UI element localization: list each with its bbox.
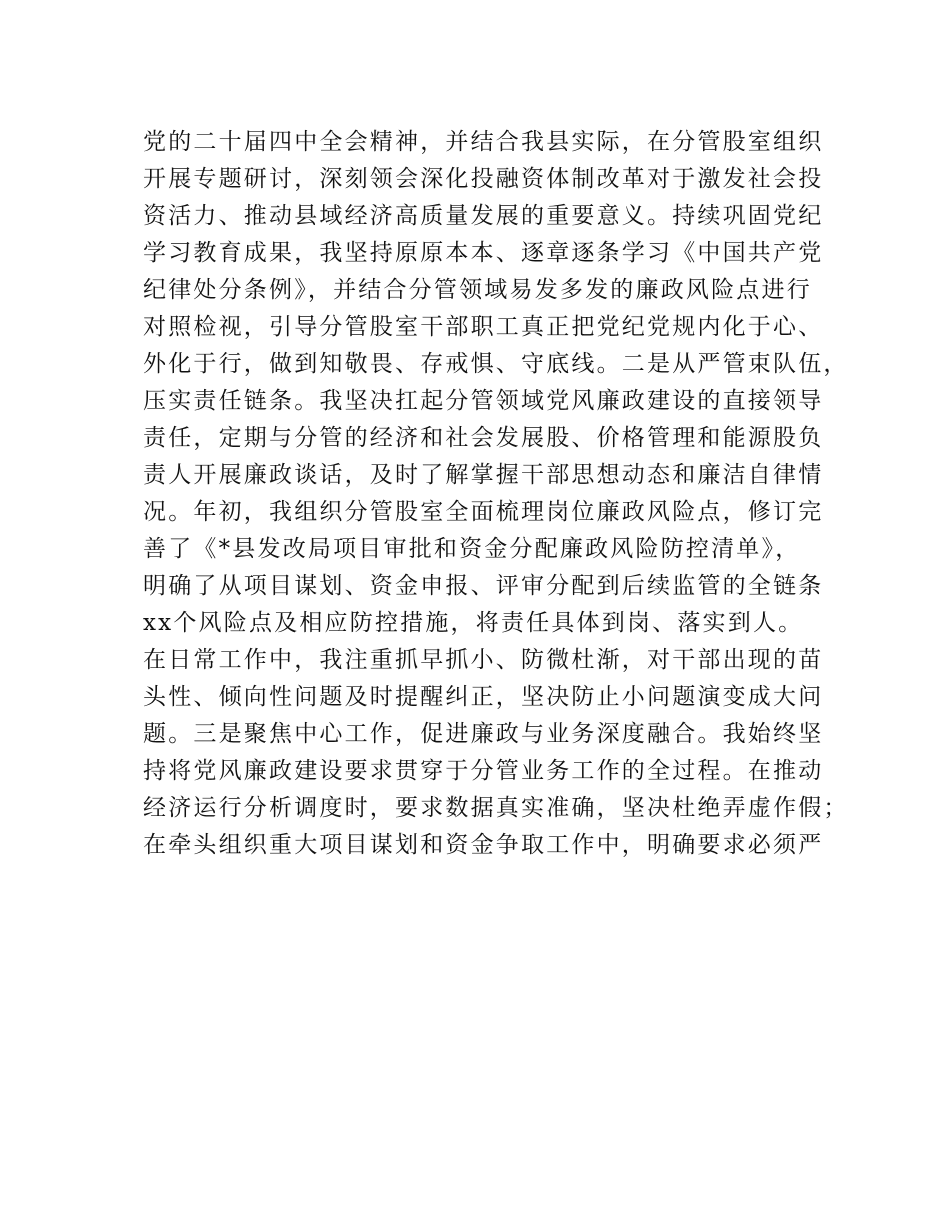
text-line: xx个风险点及相应防控措施，将责任具体到岗、落实到人。 <box>143 610 804 636</box>
text-line: 纪律处分条例》，并结合分管领域易发多发的廉政风险点进行 <box>143 277 812 303</box>
text-line: 责任，定期与分管的经济和社会发展股、价格管理和能源股负 <box>143 425 824 451</box>
text-line: 对照检视，引导分管股室干部职工真正把党纪党规内化于心、 <box>143 314 824 340</box>
text-line: 外化于行，做到知敬畏、存戒惧、守底线。二是从严管束队伍， <box>143 351 849 377</box>
text-line: 开展专题研讨，深刻领会深化投融资体制改革对于激发社会投 <box>143 166 824 192</box>
text-line: 题。三是聚焦中心工作，促进廉政与业务深度融合。我始终坚 <box>143 721 824 747</box>
text-line: 况。年初，我组织分管股室全面梳理岗位廉政风险点，修订完 <box>143 499 824 525</box>
text-line: 头性、倾向性问题及时提醒纠正，坚决防止小问题演变成大问 <box>143 684 824 710</box>
body-text <box>143 124 849 864</box>
text-line: 经济运行分析调度时，要求数据真实准确，坚决杜绝弄虚作假； <box>143 795 849 821</box>
text-line: 明确了从项目谋划、资金申报、评审分配到后续监管的全链条 <box>143 573 824 599</box>
text-line: 在日常工作中，我注重抓早抓小、防微杜渐，对干部出现的苗 <box>143 647 824 673</box>
text-line: 党的二十届四中全会精神，并结合我县实际，在分管股室组织 <box>143 129 824 155</box>
text-line: 压实责任链条。我坚决扛起分管领域党风廉政建设的直接领导 <box>143 388 824 414</box>
text-line: 责人开展廉政谈话，及时了解掌握干部思想动态和廉洁自律情 <box>143 462 824 488</box>
text-line: 善了《*县发改局项目审批和资金分配廉政风险防控清单》， <box>143 536 801 562</box>
text-line: 持将党风廉政建设要求贯穿于分管业务工作的全过程。在推动 <box>143 758 824 784</box>
text-line: 学习教育成果，我坚持原原本本、逐章逐条学习《中国共产党 <box>143 240 824 266</box>
text-line: 在牵头组织重大项目谋划和资金争取工作中，明确要求必须严 <box>143 832 824 858</box>
text-line: 资活力、推动县域经济高质量发展的重要意义。持续巩固党纪 <box>143 203 824 229</box>
